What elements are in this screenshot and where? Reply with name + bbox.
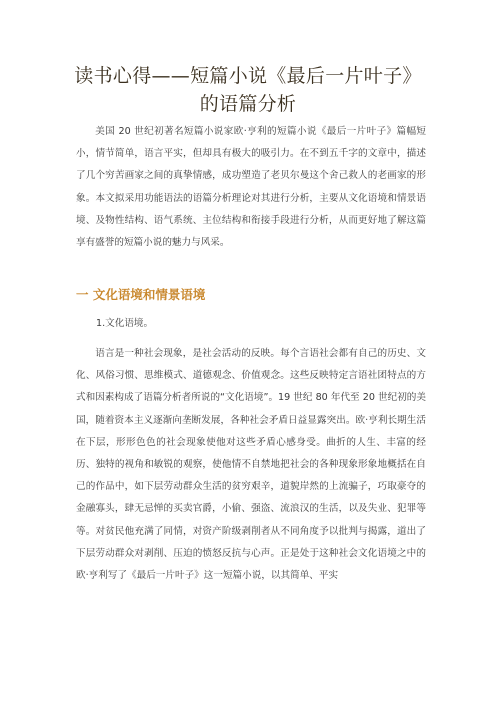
subsection-heading: 1.文化语境。 [96,318,154,329]
document-title-line-2: 的语篇分析 [199,93,297,115]
abstract-paragraph: 美国 20 世纪初著名短篇小说家欧·亨利的短篇小说《最后一片叶子》篇幅短小，情节简单，语言平实，但却具有极大的吸引力。在不到五千字的文章中，描述了几个穷苦画家之间的真挚情感，成功塑造了老贝尔曼这个舍己救人的老画家的形象。本文拟采用功能语法的语篇分析理论对其进行分析，主要从文化语境和情景语境、及物性结构、语气系统、主位结构和衔接手段进行分析，从而更好地了解这篇享有盛誉的短篇小说的魅力与风采。 [76,126,426,249]
section-heading: 一 文化语境和情景语境 [76,287,206,302]
body-paragraph: 语言是一种社会现象，是社会活动的反映。每个言语社会都有自己的历史、文化、风俗习惯、思维模式、道德观念、价值观念。这些反映特定言语社团特点的方式和因素构成了语篇分析者所说的“文化语境”。19 世纪 80 年代至 20 世纪初的美国，随着资本主义逐渐向垄断发展，各种社会矛盾日益显露突出。欧·亨利长期生活在下层，形形色色的社会现象使他对这些矛盾心感身受。曲折的人生、丰富的经历、独特的视角和敏锐的观察，使他情不自禁地把社会的各种现象形象地概括在自己的作品中，如下层劳动群众生活的贫穷艰辛，道貌岸然的上流骗子，巧取豪夺的金融寡头，肆无忌惮的买卖官爵，小偷、强盗、流浪汉的生活，以及失业、犯罪等等。对贫民他充满了同情，对资产阶级剥削者从不同角度予以批判与揭露，道出了下层劳动群众对剥削、压迫的愤怒反抗与心声。正是处于这种社会文化语境之中的欧·亨利写了《最后一片叶子》这一短篇小说，以其简单、平实 [76,348,426,582]
document-title-line-1: 读书心得——短篇小说《最后一片叶子》 [74,65,422,87]
